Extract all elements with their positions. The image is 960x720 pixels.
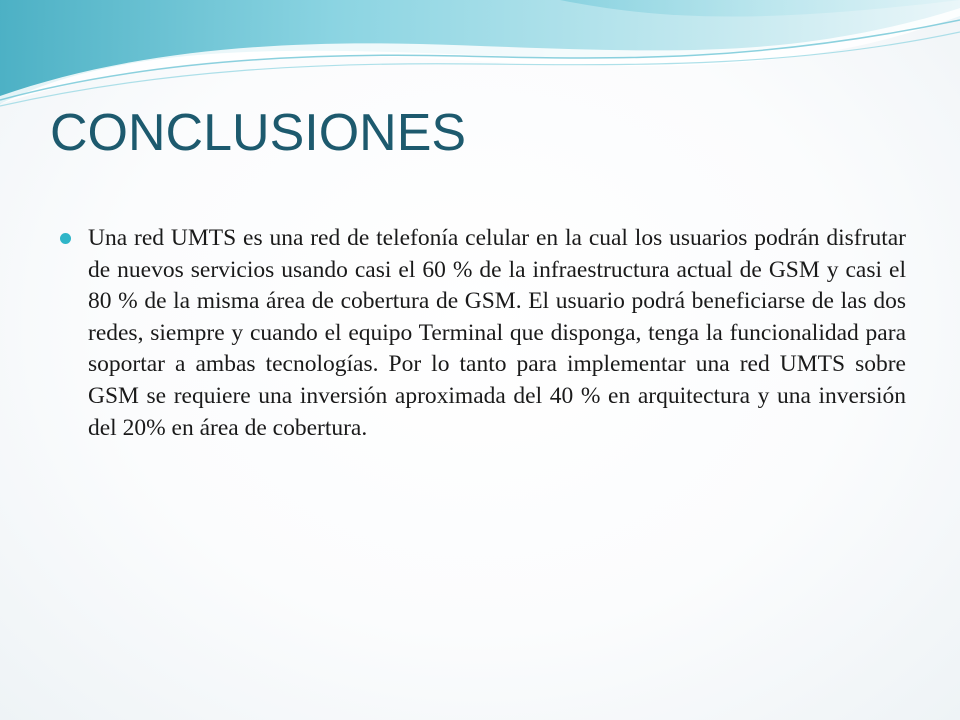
header-wave-decoration: [0, 0, 960, 120]
slide-title: CONCLUSIONES: [50, 104, 467, 162]
bullet-list: [60, 223, 906, 444]
bullet-text: Una red UMTS es una red de telefonía celular en la cual los usuarios podrán disfrutar de nuevos servicios usando casi el 60 % de la infraestructura actual de GSM y casi el 80 % de la misma área de cobertura de GSM. El usuario podrá beneficiarse de las dos redes, siempre y cuando el equipo Terminal que disponga, tenga la funcionalidad para soportar a ambas tecnologías. Por lo tanto para implementar una red UMTS sobre GSM se requiere una inversión aproximada del 40 % en arquitectura y una inversión del 20% en área de cobertura.: [88, 225, 906, 441]
bullet-item: [60, 223, 906, 444]
bullet-dot-icon: [60, 233, 71, 244]
